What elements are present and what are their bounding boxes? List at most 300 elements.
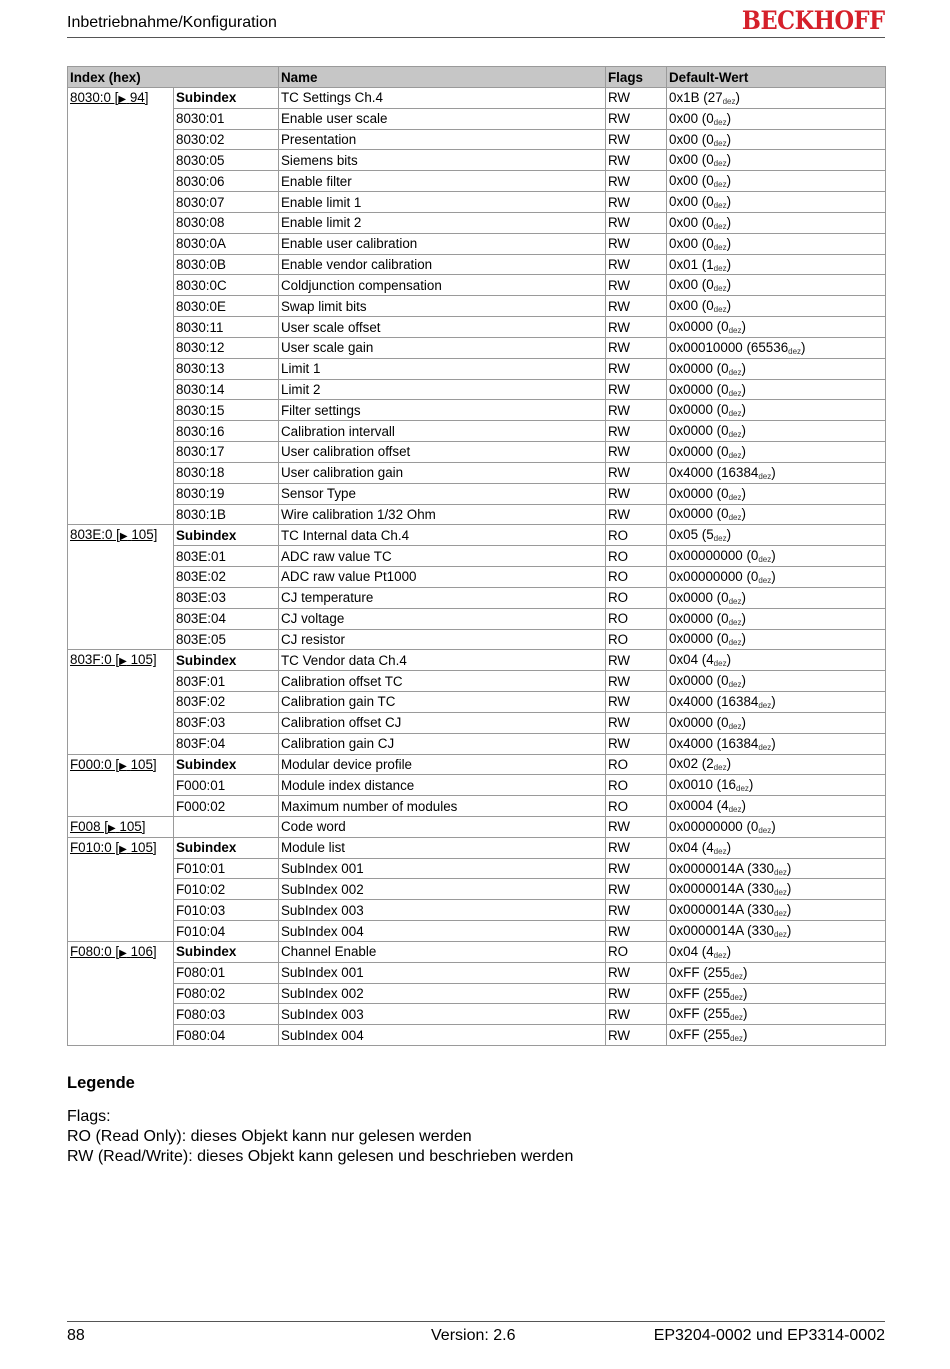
subindex-cell: 8030:0A [174,233,279,254]
page-header [67,6,885,38]
table-row [68,254,886,275]
flags-cell: RW [606,671,667,692]
flags-cell: RO [606,525,667,546]
table-row [68,1004,886,1025]
index-reference-link[interactable] [70,840,157,855]
table-row [68,150,886,171]
table-row [68,483,886,504]
index-link[interactable] [68,837,174,941]
table-row [68,212,886,233]
default-value: 0x0000 (0 [669,673,729,689]
table-row [68,650,886,671]
table-row [68,337,886,358]
subindex-cell: F080:02 [174,983,279,1004]
default-value-cell [667,192,886,213]
default-value-cell [667,317,886,338]
index-link[interactable] [68,88,174,525]
decimal-suffix: dez [728,326,742,336]
default-value: 0x04 (4 [669,943,714,959]
table-row [68,171,886,192]
flags-cell: RW [606,317,667,338]
default-value-cell [667,358,886,379]
name-cell: User calibration offset [279,442,606,463]
subindex-cell: 8030:01 [174,108,279,129]
decimal-suffix: dez [730,992,743,1002]
subindex-cell: F000:02 [174,796,279,817]
default-value: 0x00 (0 [669,173,714,189]
subindex-cell: Subindex [174,650,279,671]
default-value: 0x0000 (0 [669,631,729,647]
name-cell: Enable vendor calibration [279,254,606,275]
flags-cell: RW [606,837,667,858]
default-value-cell [667,1025,886,1046]
subindex-cell: Subindex [174,941,279,962]
flags-cell: RW [606,150,667,171]
closing-paren: ) [735,89,740,105]
closing-paren: ) [726,943,732,959]
triangle-right-icon: ▶ [119,760,127,772]
flags-cell: RO [606,587,667,608]
flags-cell: RO [606,629,667,650]
decimal-suffix: dez [713,221,727,231]
table-row [68,129,886,150]
flags-cell: RW [606,1004,667,1025]
default-value-cell [667,712,886,733]
closing-paren: ) [726,131,732,147]
flags-cell: RW [606,442,667,463]
flags-cell: RW [606,983,667,1004]
flags-cell: RW [606,650,667,671]
index-reference-link[interactable] [70,944,157,959]
legend-title: Legende [67,1074,135,1092]
flags-cell: RW [606,337,667,358]
closing-paren: ) [741,360,746,376]
table-row [68,567,886,588]
decimal-suffix: dez [728,638,742,648]
closing-paren: ) [786,923,792,939]
default-value: 0x01 (1 [669,256,714,272]
flags-cell: RW [606,296,667,317]
closing-paren: ) [748,777,754,793]
page-number: 88 [67,1327,85,1344]
name-cell: ADC raw value Pt1000 [279,567,606,588]
beckhoff-logo: BECKHOFF [742,6,885,35]
closing-paren: ) [741,402,746,418]
product-name: EP3204-0002 und EP3314-0002 [653,1327,885,1344]
decimal-suffix: dez [774,888,787,898]
flags-cell: RW [606,858,667,879]
default-value: 0x0000 (0 [669,443,729,459]
name-cell: Sensor Type [279,483,606,504]
index-text: 803E:0 [ [70,527,120,543]
default-value-cell [667,629,886,650]
default-value-cell [667,816,886,837]
index-text: F010:0 [ [70,839,120,855]
subindex-cell: 8030:11 [174,317,279,338]
default-value-cell [667,941,886,962]
name-cell: Enable user scale [279,108,606,129]
name-cell: Calibration gain CJ [279,733,606,754]
name-cell: Code word [279,816,606,837]
default-value: 0x0000 (0 [669,714,729,730]
default-value: 0x0000014A (330 [669,923,774,939]
default-value-cell [667,983,886,1004]
closing-paren: ) [726,277,732,293]
subindex-cell: 803E:05 [174,629,279,650]
index-reference-link[interactable] [70,819,145,834]
subindex-cell: F010:02 [174,879,279,900]
object-directory-table [67,66,886,1046]
table-row [68,504,886,525]
closing-paren: ) [786,860,792,876]
flags-cell: RW [606,275,667,296]
page-reference: 106] [130,943,157,959]
table-row [68,379,886,400]
subindex-cell: 803F:04 [174,733,279,754]
legend-section [67,1074,885,1167]
index-reference-link[interactable] [70,527,157,542]
decimal-suffix: dez [758,575,772,585]
flags-cell: RW [606,212,667,233]
table-body [68,88,886,1046]
closing-paren: ) [726,527,732,543]
closing-paren: ) [741,423,746,439]
flags-cell: RW [606,254,667,275]
decimal-suffix: dez [774,867,787,877]
default-value: 0x0000014A (330 [669,860,774,876]
default-value-cell [667,546,886,567]
default-value-cell [667,483,886,504]
default-value-cell [667,108,886,129]
default-value: 0x00010000 (65536 [669,339,789,355]
subindex-cell: 8030:0B [174,254,279,275]
page-reference: 105] [119,818,146,834]
default-value-cell [667,733,886,754]
flags-cell: RW [606,171,667,192]
decimal-suffix: dez [713,201,727,211]
default-value-cell [667,171,886,192]
default-value: 0x0000 (0 [669,485,729,501]
table-row [68,879,886,900]
table-row [68,858,886,879]
decimal-suffix: dez [713,263,727,273]
decimal-suffix: dez [713,117,727,127]
column-header-index: Index (hex) [68,67,279,88]
subindex-cell: 8030:02 [174,129,279,150]
document-version: Version: 2.6 [431,1327,516,1344]
flags-cell: RW [606,921,667,942]
decimal-suffix: dez [728,596,742,606]
decimal-suffix: dez [728,721,742,731]
default-value: 0x05 (5 [669,527,714,543]
subindex-cell: 803E:04 [174,608,279,629]
name-cell: SubIndex 003 [279,1004,606,1025]
subindex-cell: 803E:01 [174,546,279,567]
name-cell: Coldjunction compensation [279,275,606,296]
subindex-cell: 8030:05 [174,150,279,171]
name-cell: SubIndex 002 [279,983,606,1004]
decimal-suffix: dez [736,784,749,794]
default-value: 0x0000 (0 [669,402,729,418]
subindex-cell: F080:03 [174,1004,279,1025]
index-link[interactable] [68,650,174,754]
index-reference-link[interactable] [70,90,148,105]
subindex-cell: 8030:18 [174,462,279,483]
closing-paren: ) [741,589,746,605]
subindex-cell: 8030:0C [174,275,279,296]
default-value: 0xFF (255 [669,964,731,980]
closing-paren: ) [771,818,776,834]
default-value: 0x00 (0 [669,131,714,147]
flags-cell: RW [606,233,667,254]
decimal-suffix: dez [728,492,742,502]
table-row [68,108,886,129]
flags-cell: RW [606,379,667,400]
name-cell: User scale gain [279,337,606,358]
subindex-cell: F080:04 [174,1025,279,1046]
decimal-suffix: dez [730,1034,743,1044]
subindex-cell: 8030:08 [174,212,279,233]
default-value: 0xFF (255 [669,1027,731,1043]
default-value: 0x0000 (0 [669,610,729,626]
index-link[interactable] [68,525,174,650]
default-value-cell [667,525,886,546]
table-row [68,1025,886,1046]
flags-cell: RW [606,692,667,713]
name-cell: Calibration offset TC [279,671,606,692]
default-value: 0x0000 (0 [669,589,729,605]
closing-paren: ) [726,256,732,272]
closing-paren: ) [726,152,732,168]
name-cell: SubIndex 001 [279,858,606,879]
default-value-cell [667,671,886,692]
default-value-cell [667,754,886,775]
subindex-cell: 803F:03 [174,712,279,733]
table-row [68,796,886,817]
decimal-suffix: dez [728,680,742,690]
default-value: 0x00 (0 [669,298,714,314]
decimal-suffix: dez [774,930,787,940]
default-value-cell [667,775,886,796]
subindex-cell: Subindex [174,88,279,109]
default-value-cell [667,567,886,588]
decimal-suffix: dez [730,971,743,981]
index-reference-link[interactable] [70,652,157,667]
default-value-cell [667,650,886,671]
triangle-right-icon: ▶ [119,947,127,959]
subindex-cell: 8030:1B [174,504,279,525]
closing-paren: ) [726,756,732,772]
subindex-cell: 8030:17 [174,442,279,463]
subindex-cell: 803F:01 [174,671,279,692]
subindex-cell: 803E:02 [174,567,279,588]
closing-paren: ) [741,798,746,814]
table-row [68,816,886,837]
table-row [68,962,886,983]
default-value: 0x04 (4 [669,652,714,668]
name-cell: TC Settings Ch.4 [279,88,606,109]
name-cell: TC Internal data Ch.4 [279,525,606,546]
default-value-cell [667,462,886,483]
default-value-cell [667,150,886,171]
default-value: 0x00 (0 [669,235,714,251]
flags-cell: RO [606,608,667,629]
decimal-suffix: dez [713,159,727,169]
name-cell: Module index distance [279,775,606,796]
table-row [68,775,886,796]
closing-paren: ) [741,319,746,335]
flags-cell: RW [606,816,667,837]
default-value: 0x4000 (16384 [669,464,759,480]
name-cell: CJ temperature [279,587,606,608]
index-link[interactable] [68,941,174,1045]
column-header-default: Default-Wert [667,67,886,88]
closing-paren: ) [741,506,746,522]
decimal-suffix: dez [774,909,787,919]
closing-paren: ) [741,714,746,730]
triangle-right-icon: ▶ [118,94,127,105]
closing-paren: ) [726,173,732,189]
default-value: 0x00 (0 [669,194,714,210]
default-value-cell [667,504,886,525]
flags-cell: RW [606,712,667,733]
table-row [68,546,886,567]
flags-cell: RW [606,421,667,442]
column-header-name: Name [279,67,606,88]
closing-paren: ) [742,1006,748,1022]
flags-cell: RO [606,546,667,567]
default-value: 0x1B (27 [669,89,723,105]
name-cell: Calibration gain TC [279,692,606,713]
decimal-suffix: dez [713,305,727,315]
closing-paren: ) [741,443,746,459]
header-title: Inbetriebnahme/Konfiguration [67,14,277,31]
closing-paren: ) [726,214,732,230]
name-cell: Calibration intervall [279,421,606,442]
subindex-cell: F010:03 [174,900,279,921]
name-cell: CJ resistor [279,629,606,650]
subindex-cell: F010:01 [174,858,279,879]
name-cell: Maximum number of modules [279,796,606,817]
decimal-suffix: dez [728,805,742,815]
decimal-suffix: dez [758,700,772,710]
default-value-cell [667,587,886,608]
table-row [68,296,886,317]
name-cell: Siemens bits [279,150,606,171]
table-row [68,421,886,442]
triangle-right-icon: ▶ [119,531,128,543]
flags-cell: RW [606,900,667,921]
subindex-cell: F000:01 [174,775,279,796]
index-link[interactable] [68,754,174,816]
name-cell: Enable limit 2 [279,212,606,233]
index-link[interactable] [68,816,174,837]
default-value: 0x0000014A (330 [669,881,774,897]
default-value: 0x0004 (4 [669,798,729,814]
closing-paren: ) [786,881,792,897]
name-cell: SubIndex 001 [279,962,606,983]
flags-cell: RW [606,879,667,900]
name-cell: Presentation [279,129,606,150]
index-text: F000:0 [ [70,756,120,772]
subindex-cell: 8030:19 [174,483,279,504]
closing-paren: ) [726,194,732,210]
flags-cell: RO [606,796,667,817]
subindex-cell: Subindex [174,754,279,775]
flags-cell: RO [606,567,667,588]
table-row [68,754,886,775]
default-value-cell [667,900,886,921]
table-row [68,275,886,296]
name-cell: Enable limit 1 [279,192,606,213]
default-value: 0x00000000 (0 [669,548,759,564]
flags-cell: RW [606,962,667,983]
default-value: 0x00000000 (0 [669,568,759,584]
default-value: 0x00 (0 [669,277,714,293]
default-value: 0xFF (255 [669,985,731,1001]
default-value-cell [667,442,886,463]
subindex-cell: F010:04 [174,921,279,942]
closing-paren: ) [726,110,732,126]
decimal-suffix: dez [728,388,742,398]
table-row [68,442,886,463]
subindex-cell: 8030:14 [174,379,279,400]
flags-cell: RW [606,108,667,129]
closing-paren: ) [741,673,746,689]
closing-paren: ) [771,548,776,564]
default-value-cell [667,337,886,358]
default-value: 0x00 (0 [669,110,714,126]
flags-cell: RW [606,358,667,379]
table-header-row [68,67,886,88]
flags-cell: RW [606,400,667,421]
name-cell: Channel Enable [279,941,606,962]
decimal-suffix: dez [713,763,727,773]
default-value: 0x02 (2 [669,756,714,772]
page-reference: 105] [130,839,157,855]
decimal-suffix: dez [730,1013,743,1023]
name-cell: Enable user calibration [279,233,606,254]
index-text: F080:0 [ [70,943,120,959]
default-value: 0x0000 (0 [669,506,729,522]
default-value: 0x0000 (0 [669,423,729,439]
default-value: 0x4000 (16384 [669,735,759,751]
triangle-right-icon: ▶ [119,843,127,855]
decimal-suffix: dez [728,409,742,419]
triangle-right-icon: ▶ [119,656,127,668]
closing-paren: ) [726,235,732,251]
default-value-cell [667,233,886,254]
decimal-suffix: dez [713,659,727,669]
decimal-suffix: dez [758,555,772,565]
decimal-suffix: dez [713,950,727,960]
flags-cell: RW [606,129,667,150]
table-row [68,608,886,629]
name-cell: User scale offset [279,317,606,338]
decimal-suffix: dez [788,346,802,356]
index-reference-link[interactable] [70,757,157,772]
default-value-cell [667,879,886,900]
decimal-suffix: dez [728,617,742,627]
default-value-cell [667,296,886,317]
default-value-cell [667,796,886,817]
flags-cell: RW [606,1025,667,1046]
default-value-cell [667,400,886,421]
default-value-cell [667,608,886,629]
flags-cell: RW [606,483,667,504]
decimal-suffix: dez [713,242,727,252]
closing-paren: ) [726,652,732,668]
